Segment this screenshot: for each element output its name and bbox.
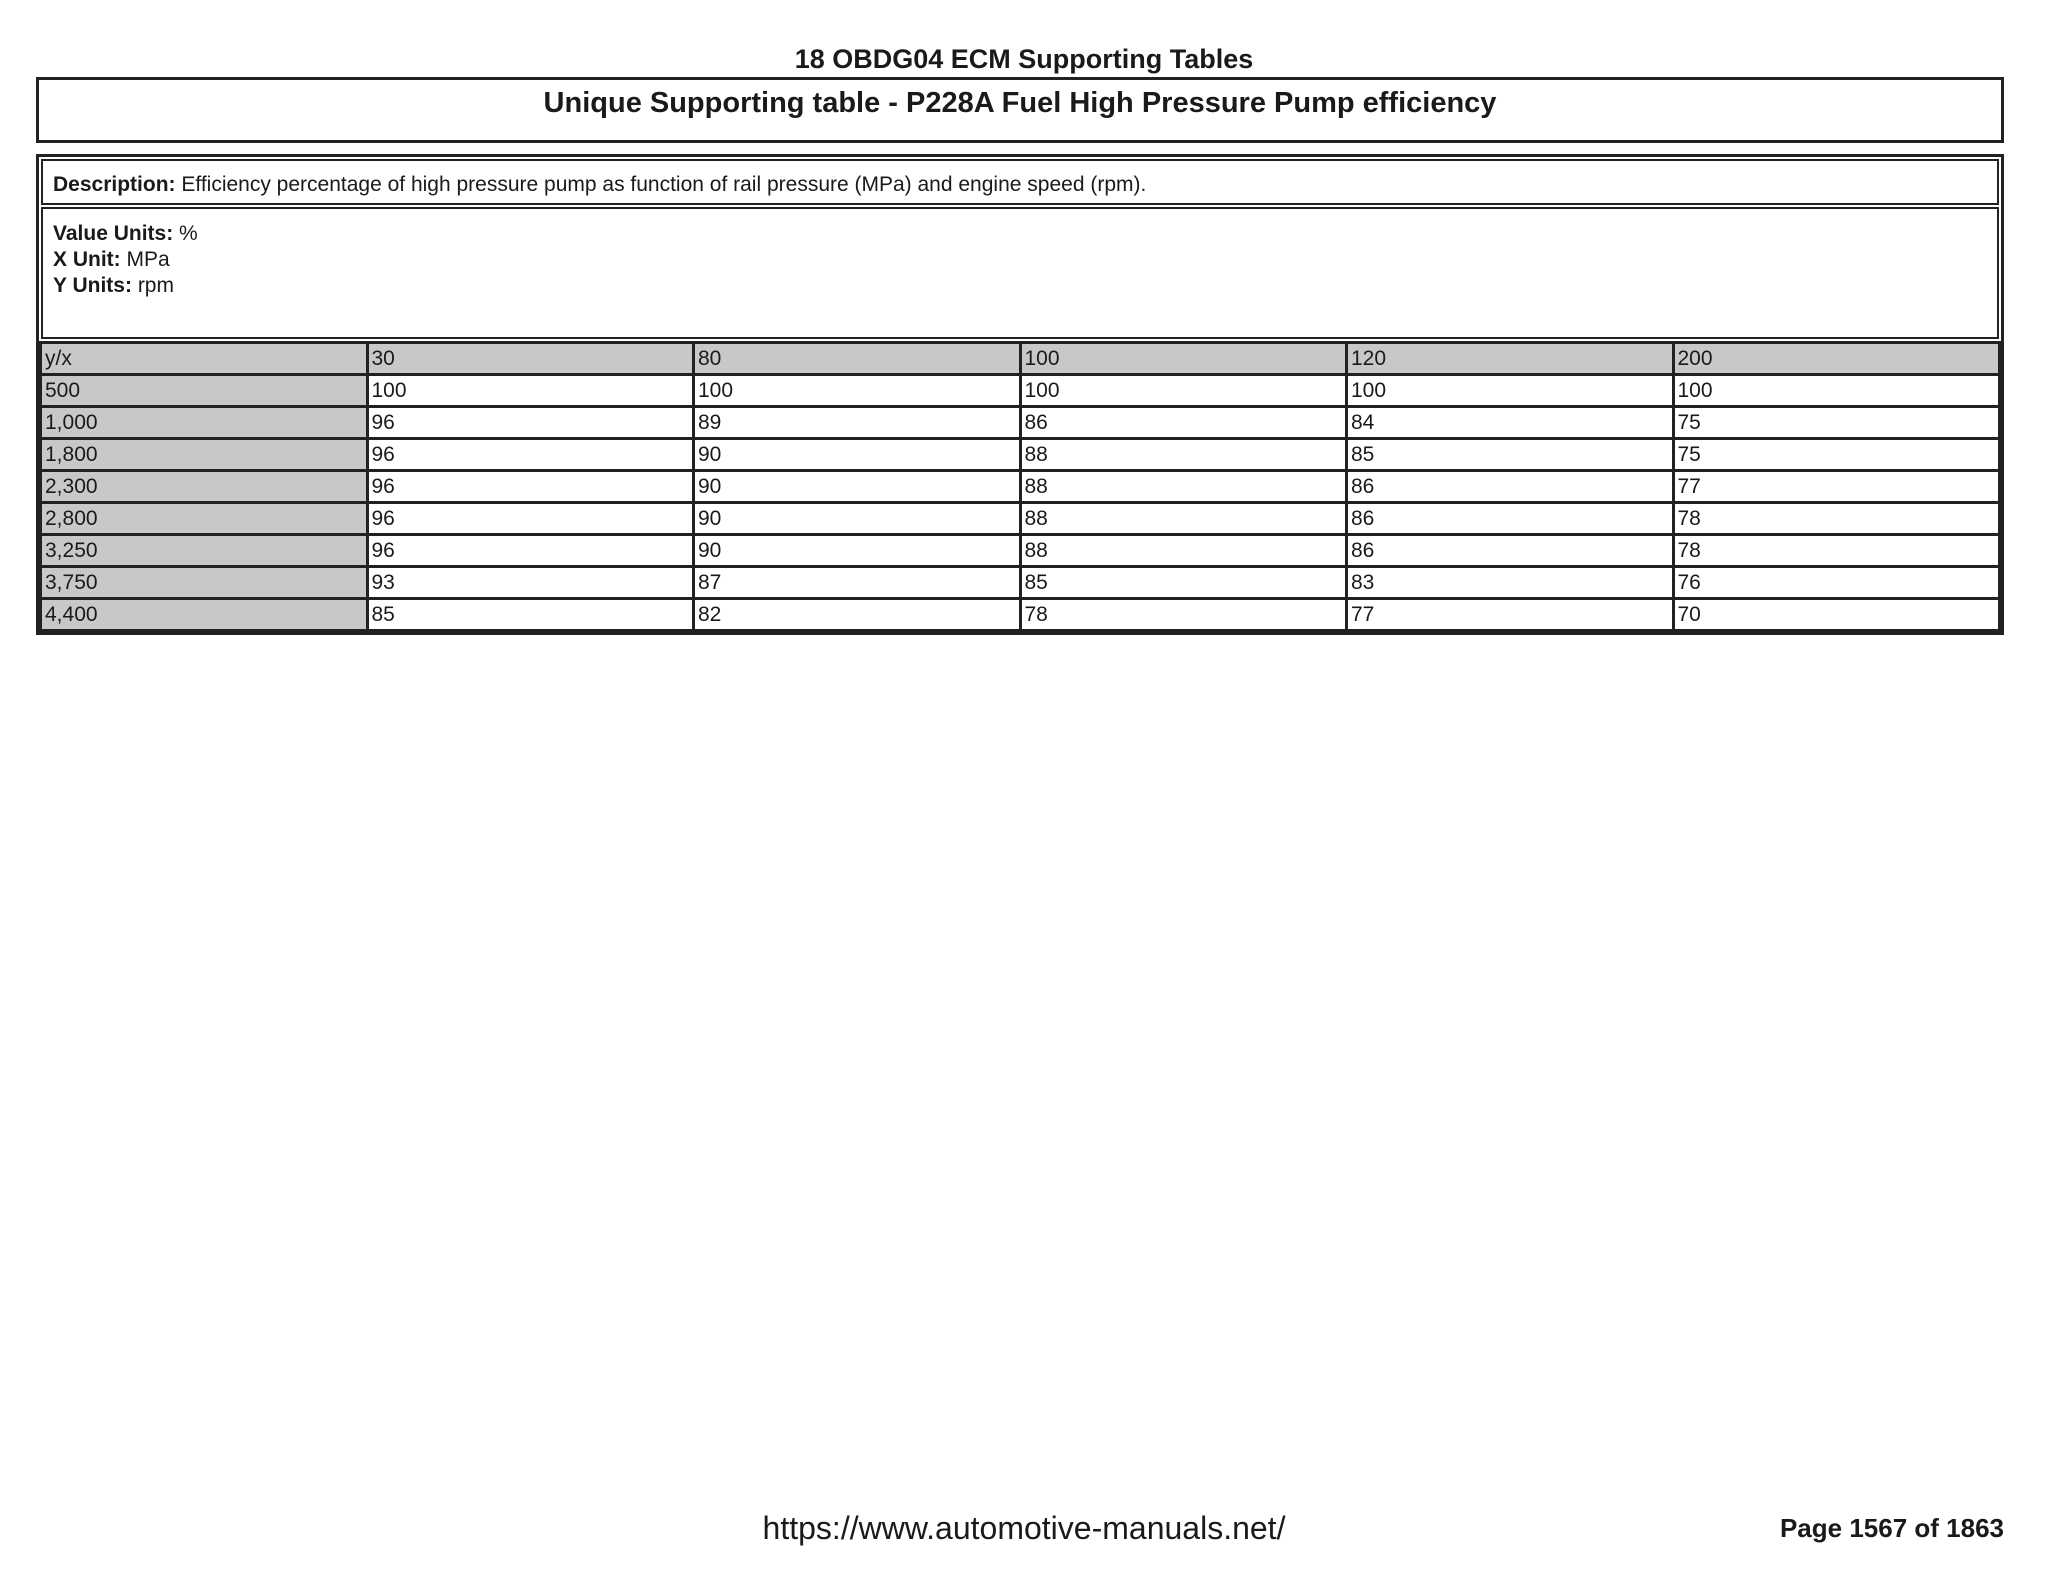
row-header: 3,250 [41,535,368,567]
value-units-value: % [179,222,198,245]
page-number: Page 1567 of 1863 [1779,1513,2004,1543]
value-cell: 89 [694,407,1021,439]
row-header: 4,400 [41,599,368,631]
value-cell: 90 [694,439,1021,471]
value-cell: 96 [367,407,694,439]
value-cell: 83 [1347,567,1674,599]
table-row [41,471,2000,503]
value-cell: 78 [1673,503,2000,535]
value-cell: 84 [1347,407,1674,439]
value-cell: 90 [694,471,1021,503]
value-cell: 96 [367,503,694,535]
description-label: Description: [53,173,176,196]
x-unit-line [53,247,1987,273]
footer-url: https://www.automotive-manuals.net/ [762,1510,1286,1546]
supporting-table-panel [36,154,2004,635]
table-title: Unique Supporting table - P228A Fuel High Pressure Pump efficiency [36,77,2004,143]
x-unit-value: MPa [126,248,170,271]
table-row [41,375,2000,407]
value-cell: 88 [1020,471,1347,503]
efficiency-table-body [41,343,2000,631]
column-header: 120 [1347,343,1674,375]
table-header-row [41,343,2000,375]
value-cell: 77 [1347,599,1674,631]
efficiency-table [39,341,2001,632]
x-unit-label: X Unit: [53,248,121,271]
document-header: 18 OBDG04 ECM Supporting Tables [794,44,1254,74]
value-units-line [53,221,1987,247]
row-header: 1,000 [41,407,368,439]
description-row [41,159,1999,205]
value-cell: 78 [1673,535,2000,567]
value-cell: 78 [1020,599,1347,631]
description-text: Efficiency percentage of high pressure pump as function of rail pressure (MPa) and engine speed (rpm). [181,173,1147,196]
value-cell: 100 [1347,375,1674,407]
value-cell: 88 [1020,535,1347,567]
table-row [41,599,2000,631]
value-cell: 88 [1020,503,1347,535]
row-header: 2,800 [41,503,368,535]
y-units-label: Y Units: [53,274,132,297]
column-header: 100 [1020,343,1347,375]
value-cell: 87 [694,567,1021,599]
value-cell: 88 [1020,439,1347,471]
value-cell: 100 [1020,375,1347,407]
units-block [41,207,1999,339]
value-cell: 96 [367,439,694,471]
column-header: 80 [694,343,1021,375]
value-cell: 96 [367,471,694,503]
value-cell: 100 [1673,375,2000,407]
row-header: 3,750 [41,567,368,599]
table-row [41,535,2000,567]
table-row [41,407,2000,439]
value-cell: 86 [1020,407,1347,439]
table-row [41,439,2000,471]
column-header: 200 [1673,343,2000,375]
value-cell: 75 [1673,407,2000,439]
value-units-label: Value Units: [53,222,174,245]
value-cell: 86 [1347,471,1674,503]
value-cell: 86 [1347,535,1674,567]
value-cell: 70 [1673,599,2000,631]
value-cell: 85 [1347,439,1674,471]
row-header: 2,300 [41,471,368,503]
row-header: 1,800 [41,439,368,471]
corner-cell: y/x [41,343,368,375]
table-row [41,567,2000,599]
column-header: 30 [367,343,694,375]
value-cell: 90 [694,503,1021,535]
value-cell: 77 [1673,471,2000,503]
table-row [41,503,2000,535]
value-cell: 75 [1673,439,2000,471]
value-cell: 93 [367,567,694,599]
value-cell: 85 [1020,567,1347,599]
value-cell: 100 [367,375,694,407]
value-cell: 100 [694,375,1021,407]
value-cell: 86 [1347,503,1674,535]
value-cell: 85 [367,599,694,631]
y-units-value: rpm [137,274,174,297]
value-cell: 82 [694,599,1021,631]
y-units-line [53,273,1987,299]
value-cell: 76 [1673,567,2000,599]
row-header: 500 [41,375,368,407]
value-cell: 90 [694,535,1021,567]
value-cell: 96 [367,535,694,567]
